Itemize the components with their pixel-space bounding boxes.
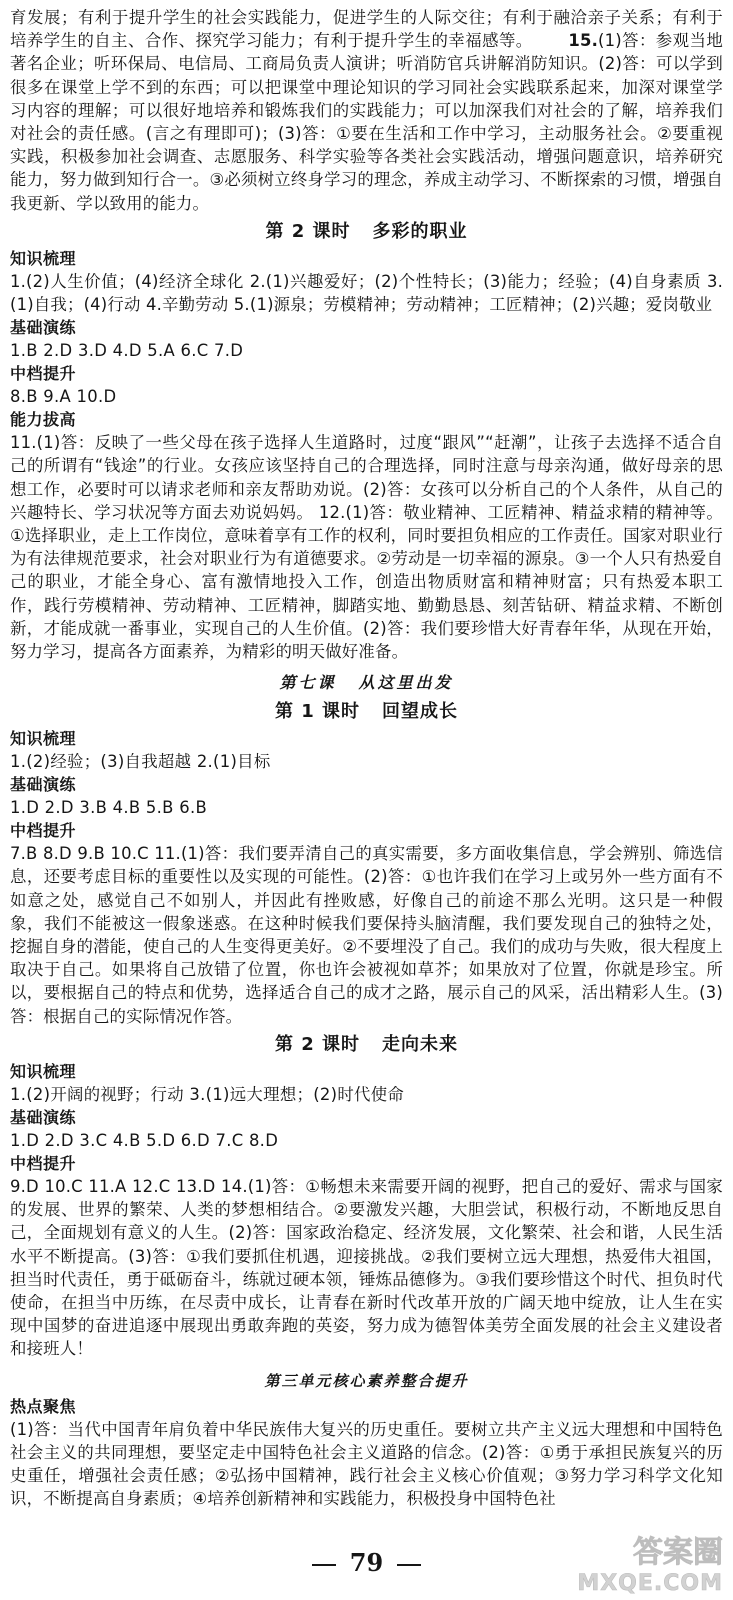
- answer-line: 1.D 2.D 3.C 4.B 5.D 6.D 7.C 8.D: [10, 1130, 279, 1150]
- lesson-title: 第 1 课时 回望成长: [274, 701, 459, 723]
- answer-paragraph: 11.(1)答：反映了一些父母在孩子选择人生道路时，过度“跟风”“赶潮”，让孩子去选择不适合自己的所谓有“钱途”的行业。女孩应该坚持自己的合理选择，同时注意与母亲沟通，做好母亲的思想工作，必要时可以请求老师和亲友帮助劝说。(2)答：女孩可以分析自己的个人条件，从自己的兴趣特长、学习状况等方面去劝说妈妈。 12.(1)答：敬业精神、工匠精神、精益求精的精神等。①选择职业，走上工作岗位，意味着享有工作的权利，同时要担负相应的工作责任。国家对职业行为有法律规范要求，社会对职业行为有道德要求。②劳动是一切幸福的源泉。③一个人只有热爱自己的职业，才能全身心、富有激情地投入工作，创造出物质财富和精神财富；只有热爱本职工作，践行劳模精神、劳动精神、工匠精神，脚踏实地、勤勤恳恳、刻苦钻研、精益求精、不断创新，才能成就一番事业，实现自己的人生价值。(2)答：我们要珍惜大好青春年华，从现在开始，努力学习，提高各方面素养，为精彩的明天做好准备。: [10, 433, 723, 662]
- watermark-url: MXQE.COM: [577, 1571, 723, 1596]
- section-heading-hot: 热点聚焦: [10, 1396, 77, 1416]
- lesson-title: 第 2 课时 多彩的职业: [265, 220, 468, 242]
- chapter-title: 第七课 从这里出发: [279, 673, 454, 693]
- unit-title: 第三单元核心素养整合提升: [264, 1371, 469, 1390]
- answer-line: 1.B 2.D 3.D 4.D 5.A 6.C 7.D: [10, 341, 244, 361]
- watermark-logo: [537, 1528, 725, 1596]
- answer-line: 8.B 9.A 10.D: [10, 387, 117, 407]
- answer-page: [10, 6, 723, 1510]
- section-heading-knowledge: 知识梳理: [10, 1061, 77, 1081]
- section-heading-mid: 中档提升: [10, 821, 77, 841]
- lesson-title: 第 2 课时 走向未来: [274, 1033, 459, 1055]
- section-heading-knowledge: 知识梳理: [10, 729, 77, 749]
- section-heading-basic: 基础演练: [10, 318, 77, 338]
- section-heading-mid: 中档提升: [10, 364, 77, 384]
- question-number: 15.: [568, 31, 598, 51]
- answer-line: 1.D 2.D 3.B 4.B 5.B 6.B: [10, 798, 208, 818]
- section-heading-basic: 基础演练: [10, 1107, 77, 1127]
- answer-paragraph: (1)答：当代中国青年肩负着中华民族伟大复兴的历史重任。要树立共产主义远大理想和中国特色社会主义的共同理想，要坚定走中国特色社会主义道路的信念。(2)答：①勇于承担民族复兴的历史重任，增强社会责任感；②弘扬中国精神，践行社会主义核心价值观；③努力学习科学文化知识，不断提高自身素质；④培养创新精神和实践能力，积极投身中国特色社: [10, 1419, 723, 1509]
- section-heading-basic: 基础演练: [10, 775, 77, 795]
- section-heading-ability: 能力拔高: [10, 410, 77, 430]
- answer-paragraph: 育发展；有利于提升学生的社会实践能力，促进学生的人际交往；有利于融洽亲子关系；有利于培养学生的自主、合作、探究学习能力；有利于提升学生的幸福感等。 15.(1)答：参观当地著名企业；听环保局、电信局、工商局负责人演讲；听消防官兵讲解消防知识。(2)答：可以学到很多在课堂上学不到的东西；可以把课堂中理论知识的学习同社会实践联系起来，加深对课堂学习内容的理解；可以很好地培养和锻炼我们的实践能力；可以加深我们对社会的了解，培养我们对社会的责任感。(言之有理即可)；(3)答：①要在生活和工作中学习，主动服务社会。②要重视实践，积极参加社会调查、志愿服务、科学实验等各类社会实践活动，增强问题意识，培养研究能力，努力做到知行合一。③必须树立终身学习的理念，养成主动学习、不断探索的习惯，增强自我更新、学以致用的能力。: [10, 8, 723, 213]
- answer-line: 1.(2)开阔的视野；行动 3.(1)远大理想；(2)时代使命: [10, 1084, 405, 1104]
- answer-line: 1.(2)经验；(3)自我超越 2.(1)目标: [10, 752, 271, 772]
- watermark-title: 答案圈: [633, 1535, 723, 1570]
- answer-paragraph: 9.D 10.C 11.A 12.C 13.D 14.(1)答：①畅想未来需要开阔的视野，把自己的爱好、需求与国家的发展、世界的繁荣、人类的梦想相结合。②要激发兴趣，大胆尝试，积极行动，不断地反思自己，全面规划有意义的人生。(2)答：国家政治稳定、经济发展，文化繁荣、社会和谐，人民生活水平不断提高。(3)答：①我们要抓住机遇，迎接挑战。②我们要树立远大理想，热爱伟大祖国，担当时代责任，勇于砥砺奋斗，练就过硬本领，锤炼品德修为。③我们要珍惜这个时代、担负时代使命，在担当中历练，在尽责中成长，让青春在新时代改革开放的广阔天地中绽放，让人生在实现中国梦的奋进追逐中展现出勇敢奔跑的英姿，努力成为德智体美劳全面发展的社会主义建设者和接班人！: [10, 1176, 723, 1359]
- section-heading-mid: 中档提升: [10, 1153, 77, 1173]
- answer-paragraph: 1.(2)人生价值；(4)经济全球化 2.(1)兴趣爱好；(2)个性特长；(3)能力；经验；(4)自身素质 3.(1)自我；(4)行动 4.辛勤劳动 5.(1)源泉；劳模精神；劳动精神；工匠精神；(2)兴趣；爱岗敬业: [10, 271, 723, 315]
- section-heading-knowledge: 知识梳理: [10, 248, 77, 268]
- answer-paragraph: 7.B 8.D 9.B 10.C 11.(1)答：我们要弄清自己的真实需要，多方面收集信息，学会辨别、筛选信息，还要考虑目标的重要性以及实现的可能性。(2)答：①也许我们在学习上或另外一些方面有不如意之处，感觉自己不如别人，并因此有挫败感，好像自己的前途不那么光明。这只是一种假象，我们不能被这一假象迷惑。在这种时候我们要保持头脑清醒，我们要发现自己的独特之处，挖掘自身的潜能，使自己的人生变得更美好。②不要埋没了自己。我们的成功与失败，很大程度上取决于自己。如果将自己放错了位置，你也许会被视如草芥；如果放对了位置，你就是珍宝。所以，要根据自己的特点和优势，选择适合自己的成才之路，展示自己的风采，活出精彩人生。(3)答：根据自己的实际情况作答。: [10, 844, 723, 1026]
- page-number: 79: [0, 1548, 733, 1577]
